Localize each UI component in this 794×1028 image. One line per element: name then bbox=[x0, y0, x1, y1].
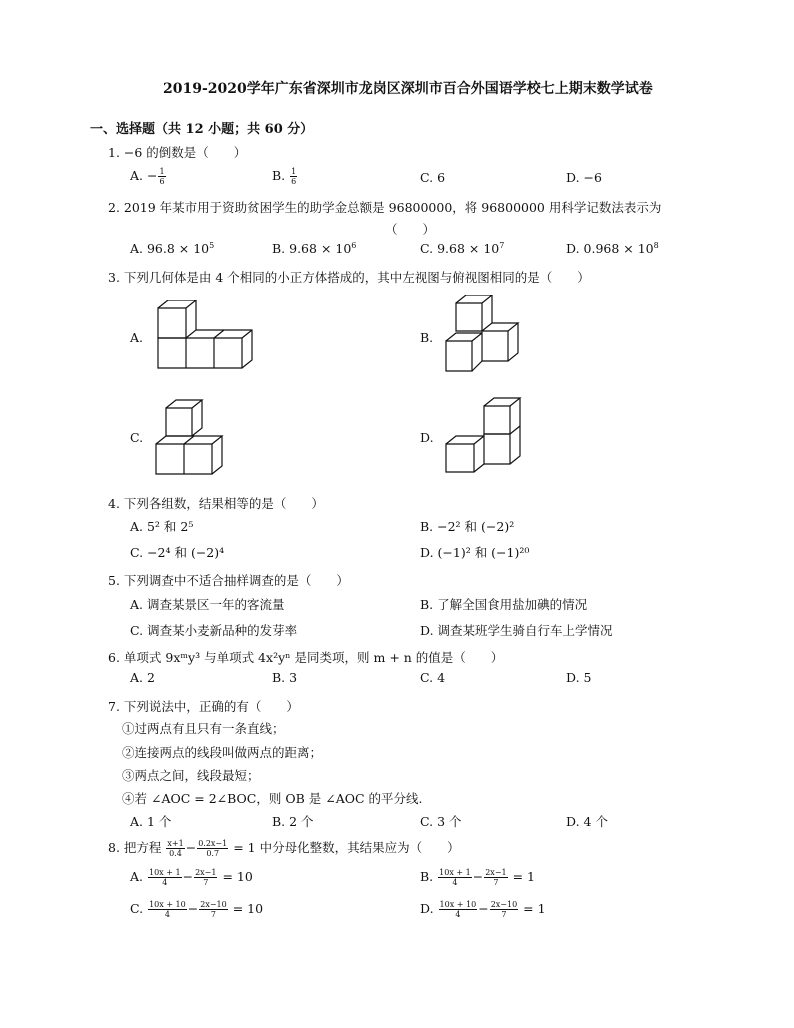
q6-option-c: C. 4 bbox=[420, 670, 446, 685]
q3-option-b-label: B. bbox=[420, 330, 434, 345]
section-heading: 一、选择题（共 12 小题；共 60 分） bbox=[90, 122, 314, 137]
question-8-stem: 8. 把方程 $\frac{x+1}{0.4}$ − $\frac{0.2x-1}{0.7}$ = 1 中分母化整数，其结果应为（ ） bbox=[108, 839, 460, 858]
q8-option-d: D. $\frac{10x + 10}{4}$ − $\frac{2x-10}{7}$ = 1 bbox=[420, 900, 546, 919]
q8-option-a: A. $\frac{10x + 1}{4}$ − $\frac{2x-1}{7}$ = 10 bbox=[130, 868, 253, 887]
q4-option-b: B. −2² 和 (−2)² bbox=[420, 519, 515, 534]
q3-option-d-label: D. bbox=[420, 430, 434, 445]
q6-option-b: B. 3 bbox=[272, 670, 298, 685]
page-title: 2019-2020学年广东省深圳市龙岗区深圳市百合外国语学校七上期末数学试卷 bbox=[163, 81, 653, 97]
q3-option-a-label: A. bbox=[130, 330, 144, 345]
q7-option-c: C. 3 个 bbox=[420, 814, 462, 829]
q1-option-a-fraction: $\frac{1}{6}$ bbox=[159, 167, 165, 186]
q2-option-c: C. $9.68 \times 10^7$ bbox=[420, 240, 505, 256]
q1-option-c: C. 6 bbox=[420, 170, 446, 185]
question-2-stem: 2. 2019 年某市用于资助贫困学生的助学金总额是 96800000，将 96800000 用科学记数法表示为 bbox=[108, 200, 662, 215]
q3-option-d-figure bbox=[440, 396, 530, 478]
q6-option-d: D. 5 bbox=[566, 670, 592, 685]
q1-option-b bbox=[272, 167, 298, 186]
question-5-stem: 5. 下列调查中不适合抽样调查的是（ ） bbox=[108, 573, 349, 588]
q2-option-b: B. $9.68 \times 10^6$ bbox=[272, 240, 357, 256]
q7-statement-4: ④若 ∠AOC = 2∠BOC，则 OB 是 ∠AOC 的平分线. bbox=[122, 791, 423, 806]
question-4-stem: 4. 下列各组数，结果相等的是（ ） bbox=[108, 496, 324, 511]
q2-option-d: D. $0.968 \times 10^8$ bbox=[566, 240, 659, 256]
q5-option-a: A. 调查某景区一年的客流量 bbox=[130, 597, 285, 612]
q1-option-d: D. −6 bbox=[566, 170, 602, 185]
q1-option-a bbox=[130, 167, 167, 186]
q4-option-a: A. 5² 和 2⁵ bbox=[130, 519, 194, 534]
q1-option-b-fraction: $\frac{1}{6}$ bbox=[291, 167, 297, 186]
q1-option-b-label: B. bbox=[272, 168, 290, 183]
q1-option-a-label: A. − bbox=[130, 168, 158, 183]
question-7-stem: 7. 下列说法中，正确的有（ ） bbox=[108, 699, 299, 714]
q4-option-c: C. −2⁴ 和 (−2)⁴ bbox=[130, 545, 225, 560]
q7-option-d: D. 4 个 bbox=[566, 814, 608, 829]
q2-option-a: A. $96.8 \times 10^5$ bbox=[130, 240, 215, 256]
q5-option-b: B. 了解全国食用盐加碘的情况 bbox=[420, 597, 588, 612]
q3-option-c-figure bbox=[150, 398, 235, 478]
q8-option-b: B. $\frac{10x + 1}{4}$ − $\frac{2x-1}{7}$ = 1 bbox=[420, 868, 536, 887]
q7-statement-1: ①过两点有且只有一条直线； bbox=[122, 721, 285, 736]
q5-option-c: C. 调查某小麦新品种的发芽率 bbox=[130, 623, 298, 638]
q7-option-b: B. 2 个 bbox=[272, 814, 314, 829]
q3-option-a-figure bbox=[150, 300, 260, 372]
q4-option-d: D. (−1)² 和 (−1)²⁰ bbox=[420, 545, 530, 560]
q6-option-a: A. 2 bbox=[130, 670, 155, 685]
q8-option-c: C. $\frac{10x + 10}{4}$ − $\frac{2x-10}{7}$ = 10 bbox=[130, 900, 264, 919]
q5-option-d: D. 调查某班学生骑自行车上学情况 bbox=[420, 623, 613, 638]
q3-option-b-figure bbox=[440, 295, 525, 377]
question-2-stem-end: （ ） bbox=[385, 222, 436, 237]
question-1-stem: 1. −6 的倒数是（ ） bbox=[108, 145, 247, 160]
question-3-stem: 3. 下列几何体是由 4 个相同的小正方体搭成的，其中左视图与俯视图相同的是（ ） bbox=[108, 270, 590, 285]
q3-option-c-label: C. bbox=[130, 430, 144, 445]
q7-statement-3: ③两点之间，线段最短； bbox=[122, 768, 260, 783]
q7-statement-2: ②连接两点的线段叫做两点的距离； bbox=[122, 745, 323, 760]
q7-option-a: A. 1 个 bbox=[130, 814, 172, 829]
question-6-stem: 6. 单项式 9xᵐy³ 与单项式 4x²yⁿ 是同类项，则 m + n 的值是（ ） bbox=[108, 650, 504, 665]
